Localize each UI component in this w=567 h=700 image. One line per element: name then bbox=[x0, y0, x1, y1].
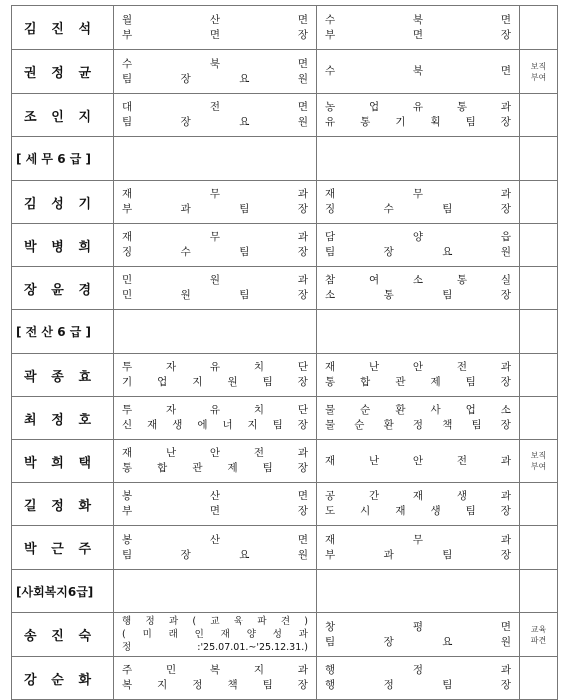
previous-position bbox=[114, 613, 317, 657]
person-name-text: 김 진 석 bbox=[24, 22, 91, 37]
previous-position-line: ( 미 래 인 재 양 성 과 bbox=[122, 629, 308, 640]
new-position-line: 농 업 유 통 과 bbox=[325, 101, 511, 113]
remark-line: 교육 bbox=[530, 624, 547, 634]
previous-position bbox=[114, 224, 317, 267]
person-name-text: 권 정 균 bbox=[24, 66, 91, 81]
person-name bbox=[12, 526, 114, 570]
table-row bbox=[12, 6, 558, 50]
person-name bbox=[12, 224, 114, 267]
new-position-line: 통 합 관 제 팀 장 bbox=[325, 376, 511, 388]
person-name-text: 장 윤 경 bbox=[24, 282, 91, 298]
previous-position-line: 팀 장 요 원 bbox=[122, 548, 308, 561]
previous-position bbox=[114, 94, 317, 137]
new-position-line: 도 시 재 생 팀 장 bbox=[325, 505, 511, 517]
empty-cell bbox=[317, 570, 520, 613]
previous-position bbox=[114, 397, 317, 440]
table-row bbox=[12, 224, 558, 267]
new-position-line: 재 난 안 전 과 bbox=[325, 454, 511, 467]
section-label: [ 전 산 6 급 ] bbox=[12, 310, 114, 354]
remark bbox=[520, 613, 558, 657]
new-position-line: 재 난 안 전 과 bbox=[325, 361, 511, 373]
previous-position-line: 정 :'25.07.01.~'25.12.31.) bbox=[122, 642, 308, 653]
previous-position-line: 민 원 과 bbox=[122, 274, 308, 286]
new-position-line: 부 과 팀 장 bbox=[325, 548, 511, 561]
remark-line: 보직 bbox=[530, 61, 547, 71]
previous-position bbox=[114, 526, 317, 570]
new-position-line: 부 면 장 bbox=[325, 28, 511, 41]
new-position-line: 물 순 환 사 업 소 bbox=[325, 404, 511, 416]
empty-cell bbox=[520, 570, 558, 613]
remark bbox=[520, 6, 558, 50]
table-row bbox=[12, 50, 558, 94]
empty-cell bbox=[520, 310, 558, 354]
new-position bbox=[317, 397, 520, 440]
new-position bbox=[317, 526, 520, 570]
previous-position-line: 행 정 과 ( 교 육 파 견 ) bbox=[122, 616, 308, 627]
remark bbox=[520, 354, 558, 397]
previous-position-line: 민 원 팀 장 bbox=[122, 289, 308, 301]
previous-position-line: 투 자 유 치 단 bbox=[122, 361, 308, 373]
remark bbox=[520, 224, 558, 267]
new-position-line: 징 수 팀 장 bbox=[325, 203, 511, 215]
new-position-line: 창 평 면 bbox=[325, 620, 511, 633]
table-row bbox=[12, 181, 558, 224]
previous-position-line: 복 지 정 책 팀 장 bbox=[122, 679, 308, 691]
empty-cell bbox=[317, 137, 520, 181]
new-position-line: 물 순 환 정 책 팀 장 bbox=[325, 419, 511, 431]
remark bbox=[520, 397, 558, 440]
remark bbox=[520, 483, 558, 526]
table-row bbox=[12, 94, 558, 137]
new-position-line: 수 북 면 bbox=[325, 65, 511, 77]
table-row bbox=[12, 483, 558, 526]
new-position bbox=[317, 6, 520, 50]
person-name bbox=[12, 181, 114, 224]
person-name-text: 박 병 희 bbox=[24, 239, 91, 255]
section-label: [ 세 무 6 급 ] bbox=[12, 137, 114, 181]
previous-position-line: 팀 장 요 원 bbox=[122, 72, 308, 85]
remark bbox=[520, 50, 558, 94]
empty-cell bbox=[317, 310, 520, 354]
previous-position-line: 주 민 복 지 과 bbox=[122, 664, 308, 676]
person-name-text: 김 성 기 bbox=[24, 196, 91, 212]
personnel-table bbox=[11, 5, 558, 700]
person-name-text: 곽 종 효 bbox=[24, 369, 91, 385]
previous-position-line: 팀 장 요 원 bbox=[122, 116, 308, 128]
empty-cell bbox=[520, 137, 558, 181]
previous-position-line: 통 합 관 제 팀 장 bbox=[122, 462, 308, 474]
new-position bbox=[317, 267, 520, 310]
new-position bbox=[317, 94, 520, 137]
previous-position bbox=[114, 354, 317, 397]
person-name bbox=[12, 354, 114, 397]
table-row bbox=[12, 657, 558, 700]
person-name-text: 최 정 호 bbox=[24, 412, 91, 428]
previous-position-line: 재 난 안 전 과 bbox=[122, 447, 308, 459]
new-position-line: 팀 장 요 원 bbox=[325, 635, 511, 648]
table-row bbox=[12, 397, 558, 440]
previous-position bbox=[114, 6, 317, 50]
remark bbox=[520, 267, 558, 310]
new-position-line: 소 통 팀 장 bbox=[325, 289, 511, 301]
table-row bbox=[12, 613, 558, 657]
previous-position bbox=[114, 267, 317, 310]
previous-position-line: 재 무 과 bbox=[122, 231, 308, 243]
person-name bbox=[12, 6, 114, 50]
section-row bbox=[12, 310, 558, 354]
personnel-table-wrapper bbox=[11, 5, 557, 700]
previous-position-line: 부 면 장 bbox=[122, 28, 308, 41]
new-position-line: 팀 장 요 원 bbox=[325, 246, 511, 258]
new-position bbox=[317, 50, 520, 94]
previous-position bbox=[114, 50, 317, 94]
empty-cell bbox=[114, 570, 317, 613]
remark-line: 부여 bbox=[530, 462, 547, 471]
table-body bbox=[12, 6, 558, 700]
person-name-text: 강 순 화 bbox=[24, 672, 91, 688]
person-name bbox=[12, 267, 114, 310]
previous-position-line: 대 전 면 bbox=[122, 101, 308, 113]
person-name-text: 박 근 주 bbox=[24, 542, 91, 557]
remark bbox=[520, 657, 558, 700]
previous-position bbox=[114, 440, 317, 483]
previous-position bbox=[114, 483, 317, 526]
previous-position-line: 재 무 과 bbox=[122, 188, 308, 200]
section-label: [사회복지6급] bbox=[12, 570, 114, 613]
previous-position-line: 징 수 팀 장 bbox=[122, 246, 308, 258]
new-position-line: 유 통 기 획 팀 장 bbox=[325, 116, 511, 128]
new-position bbox=[317, 483, 520, 526]
remark bbox=[520, 181, 558, 224]
new-position-line: 담 양 읍 bbox=[325, 231, 511, 243]
remark bbox=[520, 94, 558, 137]
previous-position-line: 봉 산 면 bbox=[122, 533, 308, 546]
person-name bbox=[12, 440, 114, 483]
new-position bbox=[317, 657, 520, 700]
section-row bbox=[12, 570, 558, 613]
new-position-line: 행 정 과 bbox=[325, 664, 511, 676]
previous-position bbox=[114, 657, 317, 700]
new-position-line: 행 정 팀 장 bbox=[325, 679, 511, 691]
new-position bbox=[317, 440, 520, 483]
person-name-text: 조 인 지 bbox=[24, 109, 91, 125]
new-position bbox=[317, 181, 520, 224]
new-position-line: 재 무 과 bbox=[325, 188, 511, 200]
table-row bbox=[12, 526, 558, 570]
person-name bbox=[12, 397, 114, 440]
new-position bbox=[317, 354, 520, 397]
table-row bbox=[12, 267, 558, 310]
remark-line: 파견 bbox=[530, 635, 547, 645]
remark bbox=[520, 526, 558, 570]
remark bbox=[520, 440, 558, 483]
person-name bbox=[12, 613, 114, 657]
table-row bbox=[12, 354, 558, 397]
previous-position-line: 부 과 팀 장 bbox=[122, 203, 308, 215]
person-name bbox=[12, 657, 114, 700]
previous-position-line: 부 면 장 bbox=[122, 505, 308, 517]
section-row bbox=[12, 137, 558, 181]
person-name-text: 송 진 숙 bbox=[24, 629, 91, 644]
previous-position-line: 봉 산 면 bbox=[122, 490, 308, 502]
previous-position-line: 투 자 유 치 단 bbox=[122, 404, 308, 416]
previous-position-line: 신 재 생 에 너 지 팀 장 bbox=[122, 419, 308, 431]
new-position bbox=[317, 224, 520, 267]
person-name-text: 박 희 택 bbox=[24, 455, 91, 471]
person-name bbox=[12, 94, 114, 137]
previous-position-line: 수 북 면 bbox=[122, 57, 308, 70]
empty-cell bbox=[114, 310, 317, 354]
new-position bbox=[317, 613, 520, 657]
new-position-line: 참 여 소 통 실 bbox=[325, 274, 511, 286]
person-name-text: 길 정 화 bbox=[24, 498, 91, 514]
person-name bbox=[12, 483, 114, 526]
previous-position-line: 월 산 면 bbox=[122, 13, 308, 26]
remark-line: 보직 bbox=[530, 451, 547, 460]
new-position-line: 공 간 재 생 과 bbox=[325, 490, 511, 502]
table-row bbox=[12, 440, 558, 483]
remark-line: 부여 bbox=[530, 72, 547, 82]
previous-position bbox=[114, 181, 317, 224]
previous-position-line: 기 업 지 원 팀 장 bbox=[122, 376, 308, 388]
empty-cell bbox=[114, 137, 317, 181]
person-name bbox=[12, 50, 114, 94]
new-position-line: 수 북 면 bbox=[325, 13, 511, 26]
new-position-line: 재 무 과 bbox=[325, 533, 511, 546]
